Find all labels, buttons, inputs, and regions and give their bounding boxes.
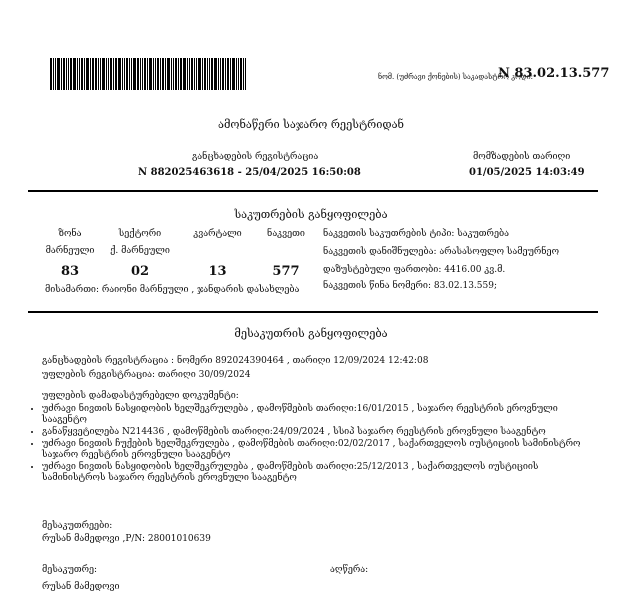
previous-number: ნაკვეთის წინა ნომერი: 83.02.13.559; [323,281,498,291]
list-item: • განაწყვეტილება N214436 , დამოწმების თარიღი:24/09/2024 , სსიპ საჯარო რეესტრის ეროვნული სააგენტო [42,427,602,438]
list-item: • უძრავი ნივთის ნასყიდობის ხელშეკრულება , დამოწმების თარიღი:16/01/2015 , საჯარო რეესტრის ეროვნული სააგენტო [42,404,602,426]
prep-date-label: მომზადების თარიღი [473,152,571,162]
sector-label: სექტორი [118,229,162,239]
sector-name: ქ. მარნეული [110,246,170,256]
registration-label: განცხადების რეგისტრაცია [192,152,319,162]
property-address: მისამართი: რაიონი მარნეული , ჯანდარის დასახლება [45,285,300,295]
list-item: • უძრავი ნივთის ჩუქების ხელშეკრულება , დამოწმების თარიღი:02/02/2017 , საქართველოს იუსტიციის სამინისტრო საჯარო რეესტრის ეროვნული სააგენტო [42,439,602,461]
prep-date-value: 01/05/2025 14:03:49 [469,167,585,178]
block-number: 13 [208,264,227,279]
land-area: დაზუსტებული ფართობი: 4416.00 კვ.მ. [323,265,506,275]
parcel-label: ნაკვეთი [267,229,305,239]
rights-registration: უფლების რეგისტრაცია: თარიღი 30/09/2024 [42,370,251,380]
page-title: ამონაწერი საჯარო რეესტრიდან [218,118,404,131]
ownership-type: ნაკვეთის საკუთრების ტიპი: საკუთრება [323,229,510,239]
zone-label: ზონა [58,229,82,239]
block-label: კვარტალი [193,229,242,239]
list-item: • უძრავი ნივთის ნასყიდობის ხელშეკრულება , დამოწმების თარიღი:25/12/2013 , საქართველოს იუსტიციის სამინისტროს საჯარო რეესტრის ეროვნული სააგენტო [42,462,602,484]
description-label: აღწერა: [330,565,369,575]
divider [28,190,598,192]
owner-registration: განცხადების რეგისტრაცია : ნომერი 892024390464 , თარიღი 12/09/2024 12:42:08 [42,356,429,366]
document-list [28,404,602,485]
owner-section-title: მესაკუთრის განყოფილება [234,327,388,340]
barcode [50,58,295,90]
cadastral-caption: ნომ. (უძრავი ქონების) საკადასტრო კოდი: [378,73,533,81]
owner-value: რუსან მამედოვი [42,582,120,592]
owner-label: მესაკუთრე: [42,565,98,575]
land-purpose: ნაკვეთის დანიშნულება: არასასოფლო სამეურნეო [323,247,560,257]
cadastral-code: N 83.02.13.577 [498,66,610,81]
basis-label: უფლების დამადასტურებელი დოკუმენტი: [42,391,239,401]
divider [28,311,598,313]
parcel-number: 577 [272,264,300,279]
owners-label: მესაკუთრეები: [42,521,113,531]
registration-value: N 882025463618 - 25/04/2025 16:50:08 [138,167,361,178]
zone-name: მარნეული [45,246,95,256]
owners-value: რუსან მამედოვი ,P/N: 28001010639 [42,534,211,544]
zone-number: 83 [60,264,80,279]
sector-number: 02 [130,264,150,279]
property-section-title: საკუთრების განყოფილება [234,208,388,221]
